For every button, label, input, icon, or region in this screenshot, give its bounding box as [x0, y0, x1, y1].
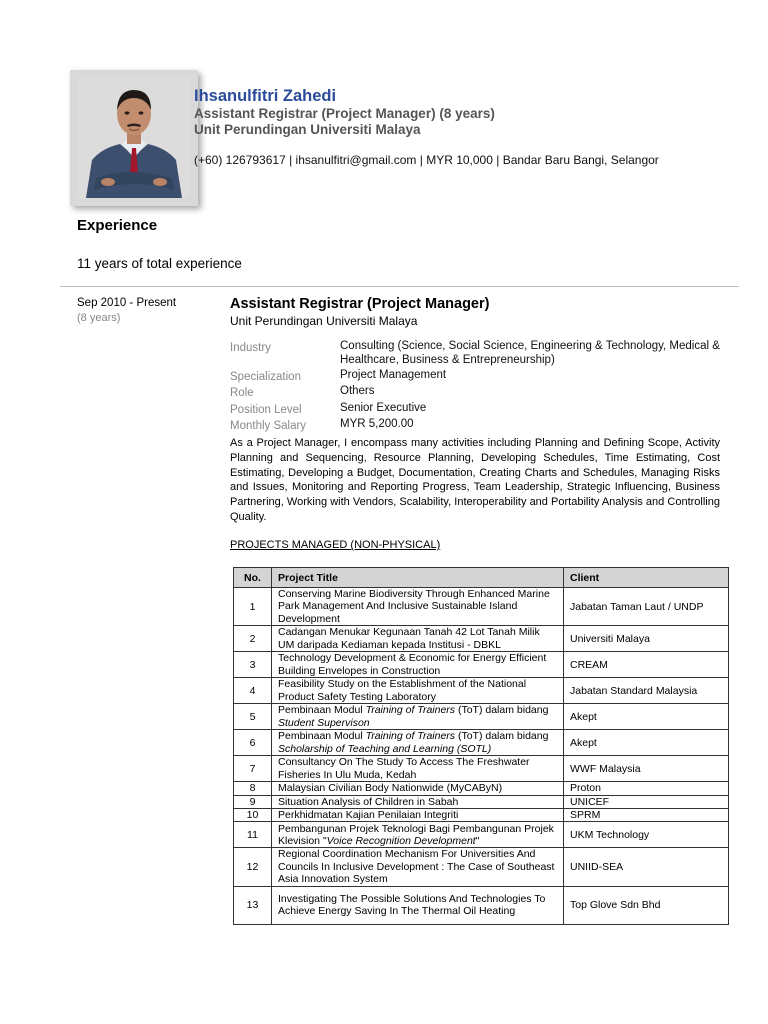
project-client: Top Glove Sdn Bhd: [564, 886, 729, 924]
detail-label: Monthly Salary: [230, 420, 307, 432]
candidate-name: Ihsanulfitri Zahedi: [194, 87, 337, 105]
project-number: 12: [234, 848, 272, 886]
table-row: [234, 626, 729, 652]
project-title: Feasibility Study on the Establishment of the National Product Safety Testing Laboratory: [272, 678, 564, 704]
detail-label: Position Level: [230, 403, 302, 416]
project-title: Cadangan Menukar Kegunaan Tanah 42 Lot Tanah Milik UM daripada Kediaman kepada Institusi - DBKL: [272, 626, 564, 652]
job-company: Unit Perundingan Universiti Malaya: [230, 314, 418, 328]
project-number: 9: [234, 795, 272, 808]
project-title: Perkhidmatan Kajian Penilaian Integriti: [272, 809, 564, 822]
portrait-illustration: [78, 78, 190, 198]
column-header-client: Client: [564, 568, 729, 588]
project-number: 11: [234, 822, 272, 848]
project-client: UNIID-SEA: [564, 848, 729, 886]
column-header-no: No.: [234, 568, 272, 588]
project-client: CREAM: [564, 652, 729, 678]
table-row: [234, 848, 729, 886]
project-title: Investigating The Possible Solutions And Technologies To Achieve Energy Saving In The Thermal Oil Heating: [272, 886, 564, 924]
job-description: As a Project Manager, I encompass many activities including Planning and Defining Scope, Activity Planning and Sequencing, Resource Planning, Developing Schedules, Time Estimating, Cost Estimating, Developing a Budget, Documentation, Creating Charts and Schedules, Managing Risks and Issues, Monitoring and Reporting Progress, Team Leadership, Strategic Influencing, Business Partnering, Working with Vendors, Scalability, Interoperability and Portability Analysis and Controlling Quality.: [230, 437, 720, 523]
table-row: [234, 795, 729, 808]
detail-value: MYR 5,200.00: [340, 418, 414, 430]
detail-label: Industry: [230, 342, 271, 354]
table-row: [234, 704, 729, 730]
detail-row-monthly-salary: [230, 417, 720, 433]
detail-row-specialization: [230, 368, 720, 384]
project-client: Proton: [564, 782, 729, 795]
projects-heading: PROJECTS MANAGED (NON-PHYSICAL): [230, 539, 441, 551]
project-client: Akept: [564, 704, 729, 730]
column-header-title: Project Title: [272, 568, 564, 588]
project-client: UNICEF: [564, 795, 729, 808]
table-row: [234, 756, 729, 782]
projects-table: [233, 567, 729, 925]
table-header-row: [234, 568, 729, 588]
profile-photo-frame: [70, 70, 198, 206]
project-number: 6: [234, 730, 272, 756]
detail-label: Specialization: [230, 370, 301, 383]
table-row: [234, 886, 729, 924]
project-number: 8: [234, 782, 272, 795]
detail-label: Role: [230, 387, 254, 399]
project-client: Universiti Malaya: [564, 626, 729, 652]
project-number: 10: [234, 809, 272, 822]
detail-value: Consulting (Science, Social Science, Engineering & Technology, Medical & Healthcare, Business & Entrepreneurship): [340, 340, 720, 366]
position-line: Assistant Registrar (Project Manager) (8 years): [194, 106, 495, 121]
job-title: Assistant Registrar (Project Manager): [230, 296, 490, 312]
profile-header: [194, 86, 495, 138]
project-number: 13: [234, 886, 272, 924]
detail-value: Project Management: [340, 368, 447, 381]
table-row: [234, 588, 729, 626]
project-client: Akept: [564, 730, 729, 756]
projects-table-body: [234, 588, 729, 925]
project-title: Consultancy On The Study To Access The Freshwater Fisheries In Ulu Muda, Kedah: [272, 756, 564, 782]
project-title: Regional Coordination Mechanism For Universities And Councils In Inclusive Development : The Case of Southeast Asia Innovation System: [272, 848, 564, 886]
job-header: [230, 295, 720, 329]
job-details: [230, 339, 720, 434]
table-row: [234, 822, 729, 848]
table-row: [234, 652, 729, 678]
project-client: SPRM: [564, 809, 729, 822]
project-title: Malaysian Civilian Body Nationwide (MyCAByN): [272, 782, 564, 795]
project-client: WWF Malaysia: [564, 756, 729, 782]
project-number: 1: [234, 588, 272, 626]
experience-heading: Experience: [77, 217, 158, 234]
table-row: [234, 730, 729, 756]
contact-line: (+60) 126793617 | ihsanulfitri@gmail.com | MYR 10,000 | Bandar Baru Bangi, Selangor: [194, 153, 659, 167]
total-experience: 11 years of total experience: [77, 256, 242, 271]
project-title: Technology Development & Economic for Energy Efficient Building Envelopes in Construction: [272, 652, 564, 678]
project-client: Jabatan Taman Laut / UNDP: [564, 588, 729, 626]
project-title: Pembangunan Projek Teknologi Bagi Pembangunan Projek Klevision "Voice Recognition Development": [272, 822, 564, 848]
detail-value: Others: [340, 385, 375, 397]
table-row: [234, 809, 729, 822]
project-client: Jabatan Standard Malaysia: [564, 678, 729, 704]
project-number: 7: [234, 756, 272, 782]
project-client: UKM Technology: [564, 822, 729, 848]
detail-row-role: [230, 384, 720, 400]
detail-row-position-level: [230, 401, 720, 417]
profile-photo: [78, 78, 190, 198]
detail-row-industry: [230, 339, 720, 367]
section-divider: [60, 286, 739, 287]
project-number: 2: [234, 626, 272, 652]
project-number: 4: [234, 678, 272, 704]
job-period: Sep 2010 - Present: [77, 297, 177, 309]
project-title: Conserving Marine Biodiversity Through Enhanced Marine Park Management And Inclusive Sustainable Island Development: [272, 588, 564, 626]
company-line: Unit Perundingan Universiti Malaya: [194, 122, 421, 137]
project-number: 5: [234, 704, 272, 730]
table-row: [234, 782, 729, 795]
project-title: Pembinaan Modul Training of Trainers (ToT) dalam bidang Student Supervison: [272, 704, 564, 730]
project-number: 3: [234, 652, 272, 678]
project-title: Pembinaan Modul Training of Trainers (ToT) dalam bidang Scholarship of Teaching and Learning (SOTL): [272, 730, 564, 756]
project-title: Situation Analysis of Children in Sabah: [272, 795, 564, 808]
job-duration: (8 years): [77, 312, 121, 324]
detail-value: Senior Executive: [340, 401, 427, 414]
table-row: [234, 678, 729, 704]
